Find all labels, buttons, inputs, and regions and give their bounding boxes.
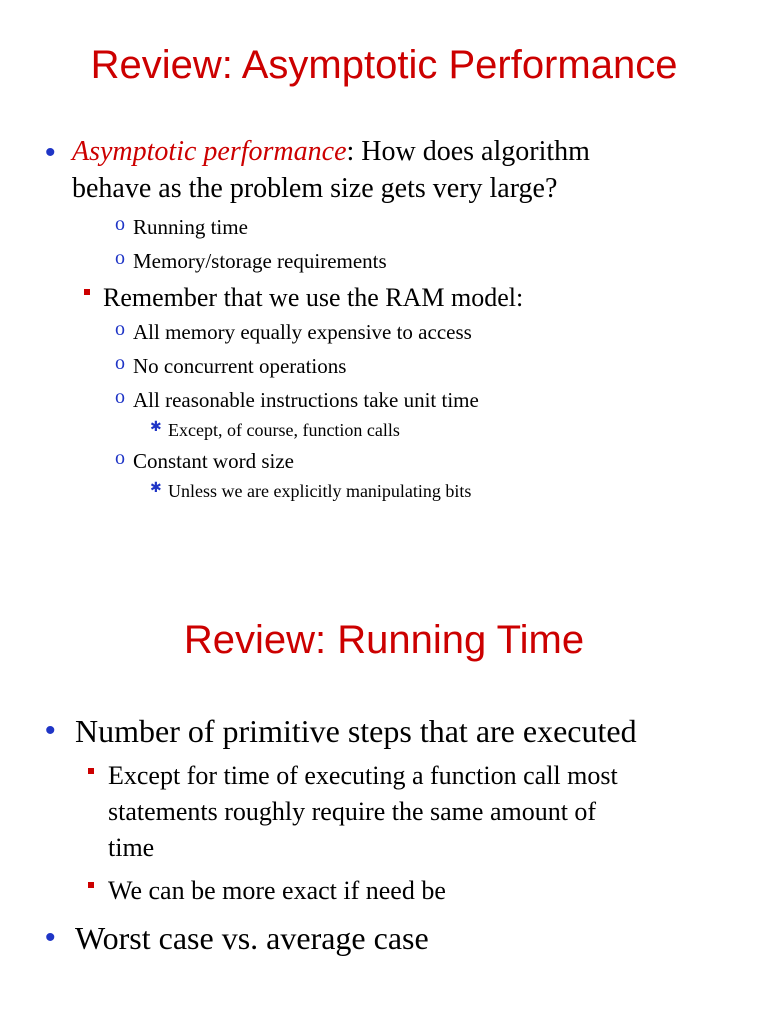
sub-bullet-marker: o [115,247,125,269]
bullet-dot-icon: • [45,714,56,747]
asterisk-bullet-icon: ✱ [150,480,162,496]
sub-item-word-size: Constant word size [133,449,294,473]
bullet-dot-icon: • [45,921,56,954]
slide1-bullet1 [72,134,590,170]
sub-bullet-marker: o [115,386,125,408]
sub-item-memory-cost: All memory equally expensive to access [133,320,472,344]
square-bullet-icon [84,289,90,295]
sub-item-running-time: Running time [133,215,248,239]
slide1-bullet1-line2: behave as the problem size gets very large? [72,173,558,204]
sub-bullet-marker: o [115,352,125,374]
subsub-item-function-calls: Except, of course, function calls [168,420,400,440]
bullet1-colon: : [346,136,355,167]
slide2-sub1-line1: Except for time of executing a function call most [108,761,618,790]
square-bullet-icon [88,768,94,774]
subsub-item-manipulating-bits: Unless we are explicitly manipulating bits [168,481,472,501]
sub-bullet-marker: o [115,447,125,469]
bullet1-text: How does algorithm [354,136,590,167]
sub-bullet-marker: o [115,318,125,340]
sub-item-unit-time: All reasonable instructions take unit time [133,388,479,412]
bullet-dot-icon: • [45,136,56,169]
slide2-sub1-line2: statements roughly require the same amount of [108,797,597,826]
asterisk-bullet-icon: ✱ [150,419,162,435]
slide2-title: Review: Running Time [183,618,585,662]
slide1-title: Review: Asymptotic Performance [90,43,678,87]
square-bullet-icon [88,882,94,888]
sub-item-no-concurrency: No concurrent operations [133,354,347,378]
sub-item-memory: Memory/storage requirements [133,249,387,273]
term-asymptotic-performance: Asymptotic performance [72,136,347,167]
slide1-bullet2: Remember that we use the RAM model: [103,283,524,312]
slide2-sub1-line3: time [108,833,155,862]
slide2-sub2: We can be more exact if need be [108,876,446,905]
slide2-bullet1: Number of primitive steps that are executed [75,713,637,749]
slide2-bullet2: Worst case vs. average case [75,920,429,956]
sub-bullet-marker: o [115,213,125,235]
